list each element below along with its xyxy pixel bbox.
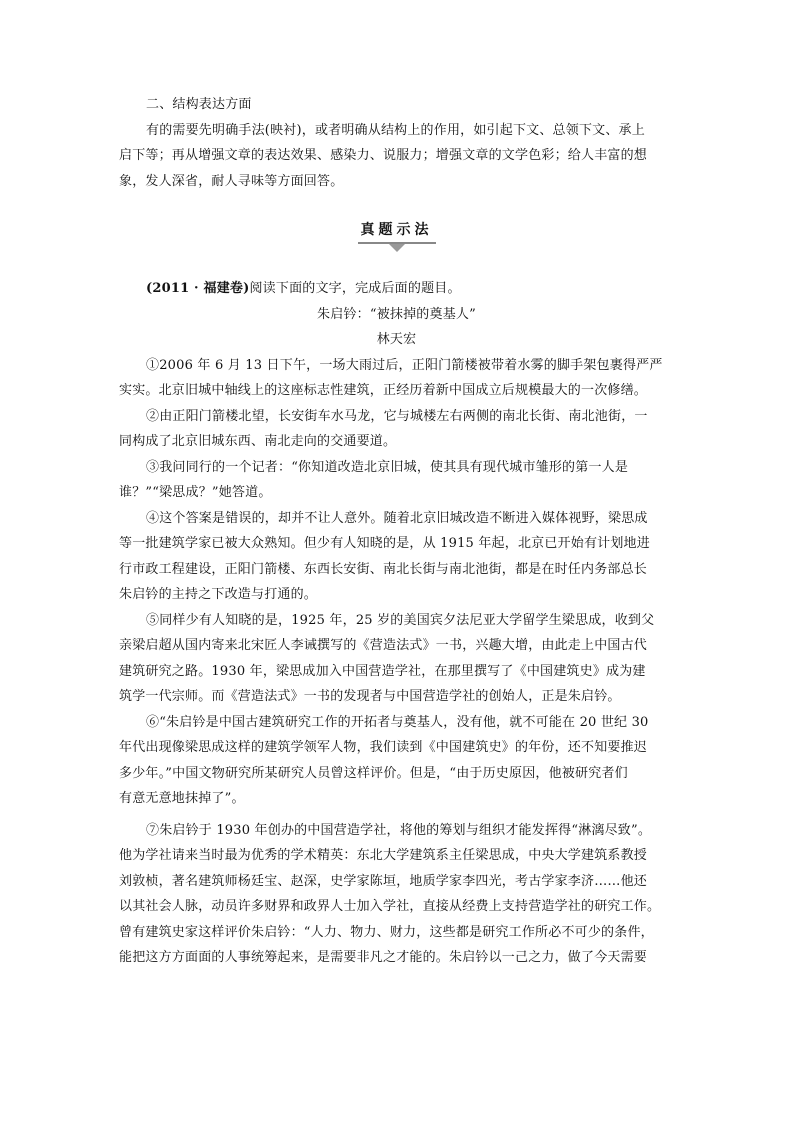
paragraph-4-line-4: 朱启钤的主持之下改造与打通的。	[119, 587, 318, 602]
paragraph-4-line-3: 行市政工程建设，正阳门箭楼、东西长安街、南北长街与南北池街，都是在时任内务部总长	[119, 561, 648, 577]
article-title: 朱启钤：“被抹掉的奠基人”	[317, 306, 476, 322]
triangle-down-icon	[389, 244, 405, 252]
question-prompt	[119, 276, 674, 302]
paragraph-7-line-4: 以其社会人脉，动员许多财界和政界人士加入学社，直接从经费上支持营造学社的研究工作。	[119, 899, 661, 914]
paragraph-7-line-3: 刘敦桢，著名建筑师杨廷宝、赵深，史学家陈垣，地质学家李四光，考古学家李济……他还	[119, 873, 648, 889]
part-two-line-2: 启下等；再从增强文章的表达效果、感染力、说服力；增强文章的文学色彩；给人丰富的想	[119, 148, 648, 163]
paragraph-3-line-1: ③我问同行的一个记者：“你知道改造北京旧城，使其具有现代城市雏形的第一人是	[146, 459, 629, 475]
paragraph-6-line-3: 多少年。”中国文物研究所某研究人员曾这样评价。但是，“由于历史原因，他被研究者们	[119, 765, 628, 781]
paragraph-2-line-1: ②由正阳门箭楼北望，长安街车水马龙，它与城楼左右两侧的南北长街、南北池街，一	[146, 408, 648, 424]
paragraph-5-line-4: 筑学一代宗师。而《营造法式》一书的发现者与中国营造学社的创始人，正是朱启钤。	[119, 689, 621, 704]
paragraph-6-line-4: 有意无意地抹掉了”。	[119, 791, 245, 806]
section-title: 真题示法	[360, 222, 433, 238]
paragraph-3-line-2: 谁？”“梁思成？”她答道。	[119, 485, 272, 500]
paragraph-6-line-1: ⑥“朱启钤是中国古建筑研究工作的开拓者与奠基人，没有他，就不可能在 20 世纪 30	[146, 714, 649, 730]
paragraph-2-line-2: 同构成了北京旧城东西、南北走向的交通要道。	[119, 434, 397, 449]
paragraph-7-line-1: ⑦朱启钤于 1930 年创办的中国营造学社，将他的筹划与组织才能发挥得“淋漓尽致”。	[146, 822, 652, 838]
paragraph-6-line-2: 年代出现像梁思成这样的建筑学领军人物，我们读到《中国建筑史》的年份，还不知要推迟	[119, 740, 648, 755]
section-header	[119, 220, 674, 254]
paragraph-5-line-3: 建筑研究之路。1930 年，梁思成加入中国营造学社，在那里撰写了《中国建筑史》成为建	[119, 663, 646, 679]
paragraph-7-line-2: 他为学社请来当时最为优秀的学术精英：东北大学建筑系主任梁思成，中央大学建筑系教授	[119, 848, 648, 863]
article-author: 林天宏	[376, 332, 417, 347]
part-two-heading: 二、结构表达方面	[146, 97, 252, 112]
part-two-line-3: 象，发人深省，耐人寻味等方面回答。	[119, 173, 344, 189]
paragraph-1-line-2: 实实。北京旧城中轴线上的这座标志性建筑，正经历着新中国成立后规模最大的一次修缮。	[119, 383, 648, 398]
paragraph-1-line-1: ①2006 年 6 月 13 日下午，一场大雨过后，正阳门箭楼被带着水雾的脚手架包裹得严严	[146, 357, 663, 373]
paragraph-4-line-2: 等一批建筑学家已被大众熟知。但少有人知晓的是，从 1915 年起，北京已开始有计划地进	[119, 536, 650, 551]
part-two-line-1: 有的需要先明确手法(映衬)，或者明确从结构上的作用，如引起下文、总领下文、承上	[146, 122, 645, 138]
paragraph-7-line-6: 能把这方方面面的人事统筹起来，是需要非凡之才能的。朱启钤以一己之力，做了今天需要	[119, 950, 648, 965]
question-instruction: 阅读下面的文字，完成后面的题目。	[249, 281, 461, 296]
paragraph-5-line-2: 亲梁启超从国内寄来北宋匠人李诫撰写的《营造法式》一书，兴趣大增，由此走上中国古代	[119, 638, 648, 653]
question-source: (2011 · 福建卷)	[146, 281, 250, 296]
document-page	[119, 92, 674, 971]
paragraph-5-line-1: ⑤同样少有人知晓的是，1925 年，25 岁的美国宾夕法尼亚大学留学生梁思成，收到父	[146, 612, 655, 628]
paragraph-4-line-1: ④这个答案是错误的，却并不让人意外。随着北京旧城改造不断进入媒体视野，梁思成	[146, 510, 648, 526]
paragraph-7-line-5: 曾有建筑史家这样评价朱启钤：“人力、物力、财力，这些都是研究工作所必不可少的条件，	[119, 924, 654, 940]
